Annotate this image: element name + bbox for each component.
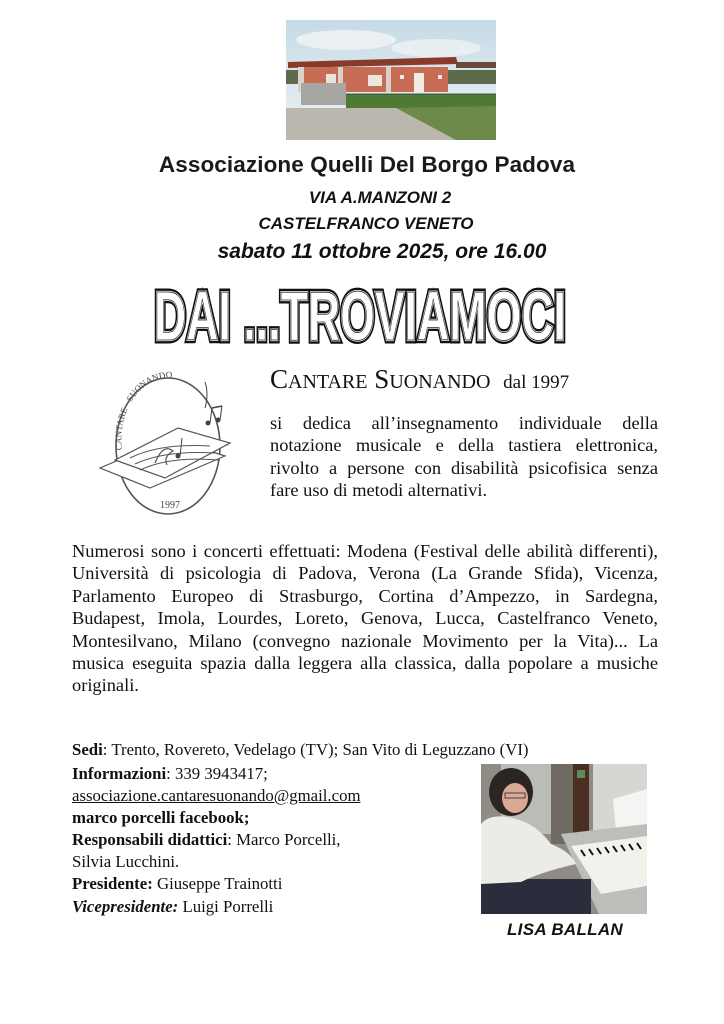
headline-core: DAI ...TROVIAMOCI — [154, 277, 566, 352]
headline-graphic — [150, 276, 570, 352]
cantare-suonando-logo — [80, 368, 240, 518]
organization-description: si dedica all’insegnamento individuale della notazione musicale e della tastiera elettronica, rivolto a persone con disabilità psicofisica senza fare uso di metodi alternativi. — [270, 413, 658, 501]
logo-year: 1997 — [160, 500, 180, 511]
facebook-reference: marco porcelli facebook; — [72, 808, 250, 827]
headline-text: DAI ...TROVIAMOCI — [154, 277, 566, 352]
info-phone-line — [72, 764, 268, 784]
org-name-initial-1: C — [270, 364, 289, 394]
teachers-line — [72, 830, 341, 850]
vice-president-value: Luigi Porrelli — [178, 897, 274, 916]
vice-president-label: Vicepresidente: — [72, 897, 179, 916]
headline — [150, 276, 570, 352]
locations-label: Sedi — [72, 740, 103, 759]
president-line — [72, 874, 282, 894]
locations-value: : Trento, Rovereto, Vedelago (TV); San Vito di Leguzzano (VI) — [102, 740, 529, 759]
organization-name — [270, 364, 569, 395]
teachers-label: Responsabili didattici — [72, 830, 228, 849]
president-value: Giuseppe Trainotti — [152, 874, 283, 893]
pianist-image — [481, 764, 647, 914]
locations-line — [72, 740, 529, 760]
teachers-value: : Marco Porcelli, — [227, 830, 341, 849]
event-city: CASTELFRANCO VENETO — [258, 214, 474, 233]
headline-inner-outline: DAI ...TROVIAMOCI — [154, 277, 566, 352]
vice-president-line — [72, 897, 273, 917]
org-name-part-2: UONANDO — [389, 371, 491, 393]
event-address: VIA A.MANZONI 2 — [308, 188, 452, 207]
logo-drawing — [80, 368, 240, 518]
pianist-photo — [481, 764, 647, 914]
info-label: Informazioni — [72, 764, 167, 783]
concerts-paragraph: Numerosi sono i concerti effettuati: Modena (Festival delle abilità differenti), Università di psicologia di Padova, Verona (La Grande Sfida), Vicenza, Parlamento Europeo di Strasburgo, Cortina d’Ampezzo, in Sardegna, Budapest, Imola, Lourdes, Loreto, Genova, Lucca, Castelfranco Veneto, Montesilvano, Milano (convegno nazionale Movimento per la Vita)... La musica eseguita spazia dalla leggera alla classica, dalla popolare a musiche originali. — [72, 541, 658, 696]
org-name-initial-2: S — [374, 364, 390, 394]
logo-arc-text: CANTARE · SUONANDO — [113, 369, 173, 451]
building-image — [286, 20, 496, 140]
pianist-caption: LISA BALLAN — [507, 920, 623, 939]
org-name-part-1: ANTARE — [288, 371, 368, 393]
teachers-line-2: Silvia Lucchini. — [72, 852, 180, 871]
president-label: Presidente: — [72, 874, 153, 893]
building-photo — [286, 20, 496, 140]
email-link[interactable]: associazione.cantaresuonando@gmail.com — [72, 786, 361, 805]
event-datetime: sabato 11 ottobre 2025, ore 16.00 — [217, 240, 547, 263]
association-title: Associazione Quelli Del Borgo Padova — [158, 152, 576, 177]
org-founded: dal 1997 — [503, 372, 570, 393]
phone-number: : 339 3943417; — [166, 764, 268, 783]
